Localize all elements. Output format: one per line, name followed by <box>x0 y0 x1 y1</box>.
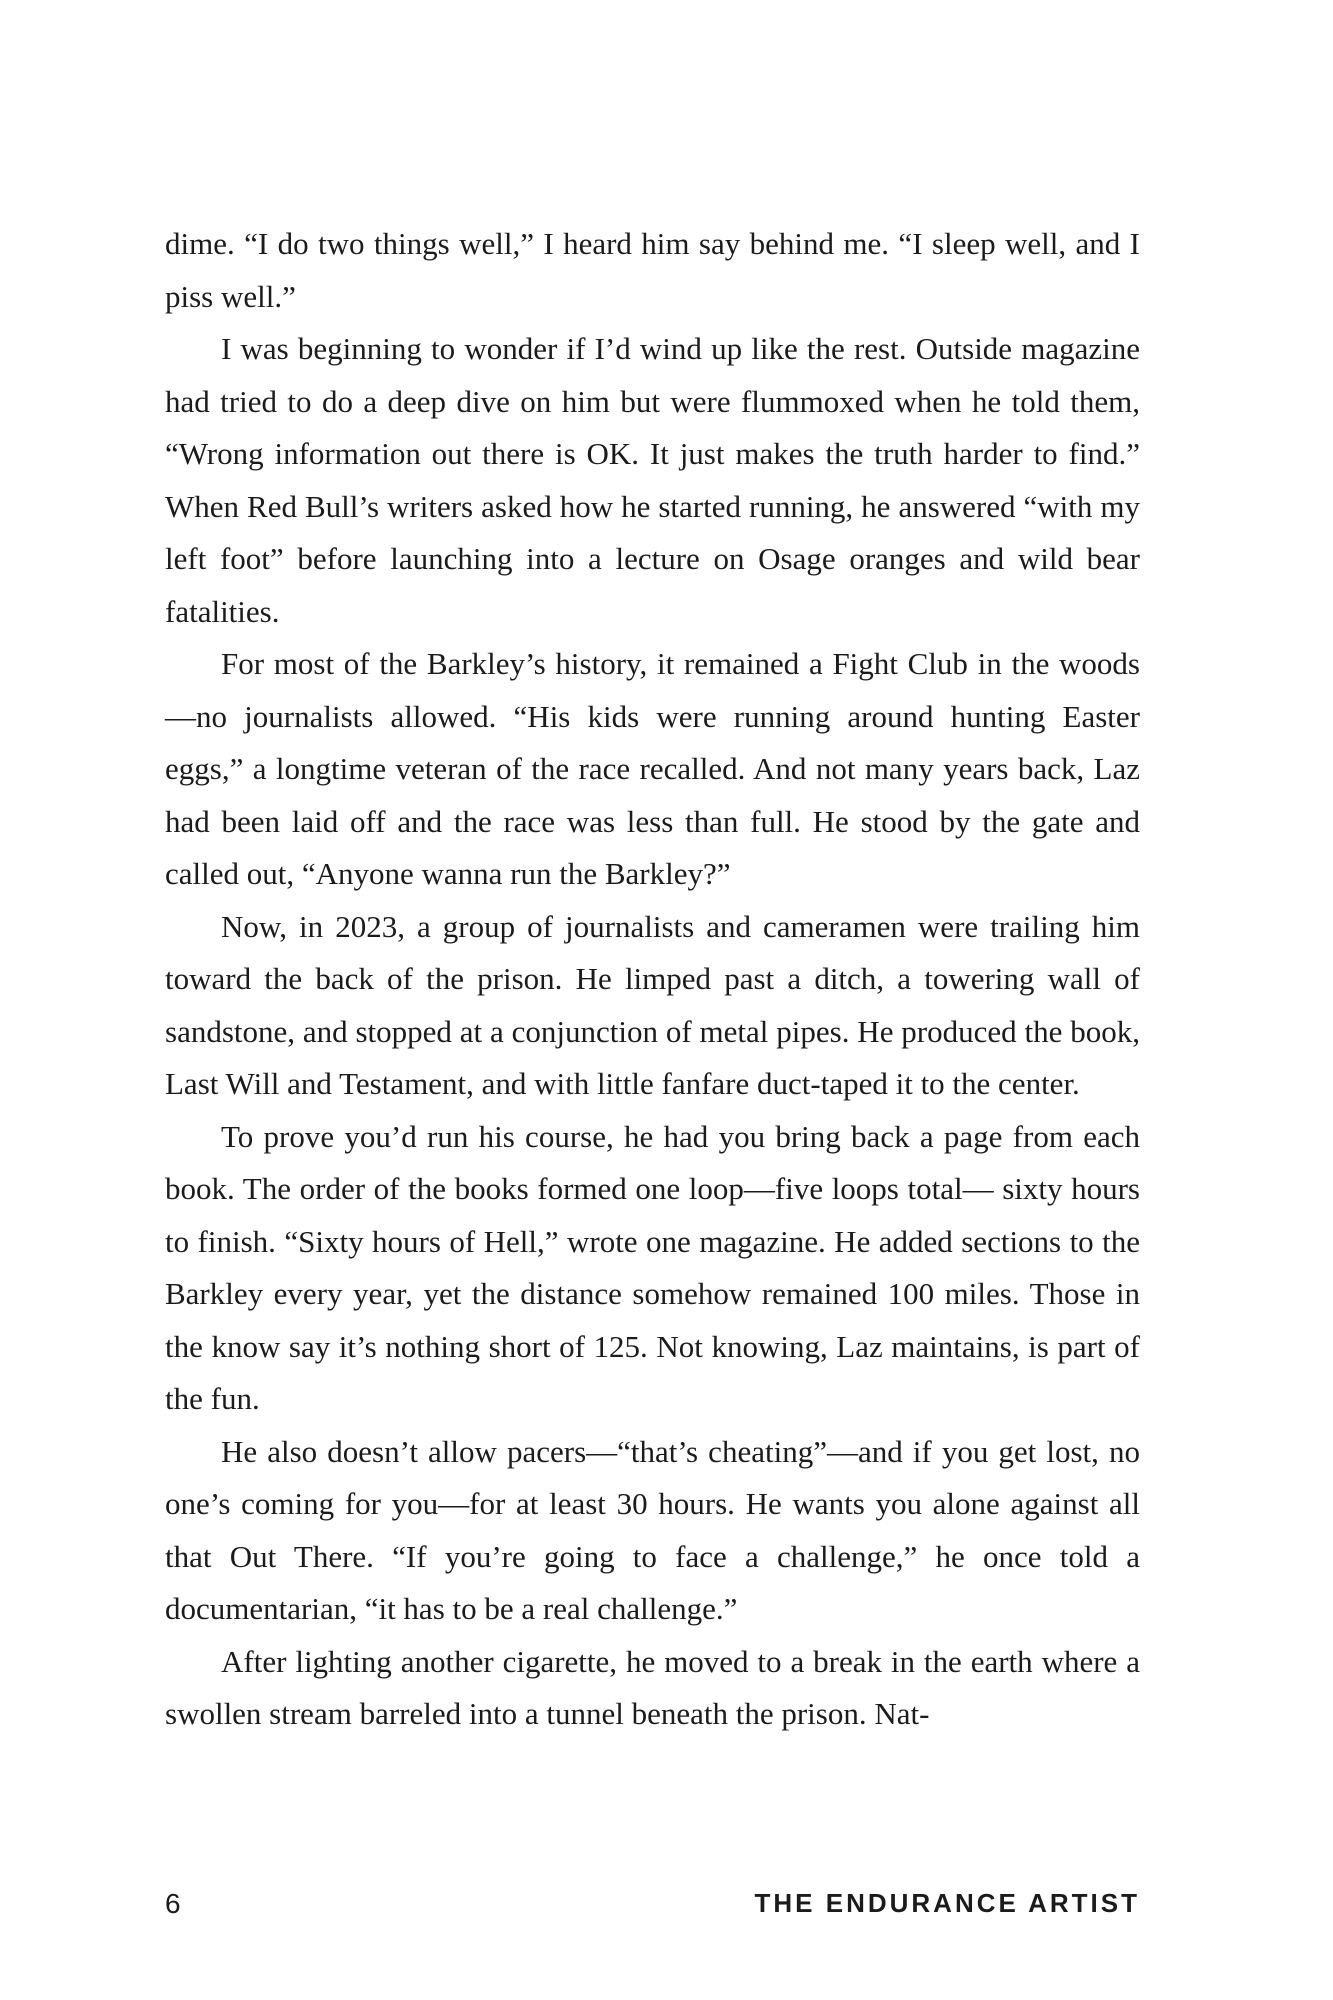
page-footer <box>165 1888 1140 1928</box>
paragraph-2: I was beginning to wonder if I’d wind up like the rest. Outside magazine had tried to do a deep dive on him but were flummoxed when he told them, “Wrong information out there is OK. It just makes the truth harder to find.” When Red Bull’s writers asked how he started running, he answered “with my left foot” before launching into a lecture on Osage oranges and wild bear fatalities. <box>165 331 1140 629</box>
paragraph-6: He also doesn’t allow pacers—“that’s cheating”—and if you get lost, no one’s coming for you—for at least 30 hours. He wants you alone against all that Out There. “If you’re going to face a challenge,” he once told a documentarian, “it has to be a real challenge.” <box>165 1433 1140 1626</box>
paragraph-3: For most of the Barkley’s history, it remained a Fight Club in the woods—no journalists allowed. “His kids were running around hunting Easter eggs,” a longtime veteran of the race recalled. And not many years back, Laz had been laid off and the race was less than full. He stood by the gate and called out, “Anyone wanna run the Barkley?” <box>165 646 1140 891</box>
paragraph-4: Now, in 2023, a group of journalists and cameramen were trailing him toward the back of the prison. He limped past a ditch, a towering wall of sandstone, and stopped at a conjunction of metal pipes. He produced the book, Last Will and Testament, and with little fanfare duct-taped it to the center. <box>165 908 1140 1101</box>
body-text <box>165 218 1140 1741</box>
paragraph-5: To prove you’d run his course, he had you bring back a page from each book. The order of the books formed one loop—five loops total— sixty hours to finish. “Sixty hours of Hell,” wrote one magazine. He added sections to the Barkley every year, yet the distance somehow remained 100 miles. Those in the know say it’s nothing short of 125. Not knowing, Laz maintains, is part of the fun. <box>165 1118 1140 1416</box>
page-number: 6 <box>165 1888 181 1919</box>
running-head: THE ENDURANCE ARTIST <box>754 1888 1140 1918</box>
paragraph-1: dime. “I do two things well,” I heard him say behind me. “I sleep well, and I piss well.” <box>165 226 1140 314</box>
paragraph-7: After lighting another cigarette, he moved to a break in the earth where a swollen stream barreled into a tunnel beneath the prison. Nat- <box>165 1643 1140 1731</box>
